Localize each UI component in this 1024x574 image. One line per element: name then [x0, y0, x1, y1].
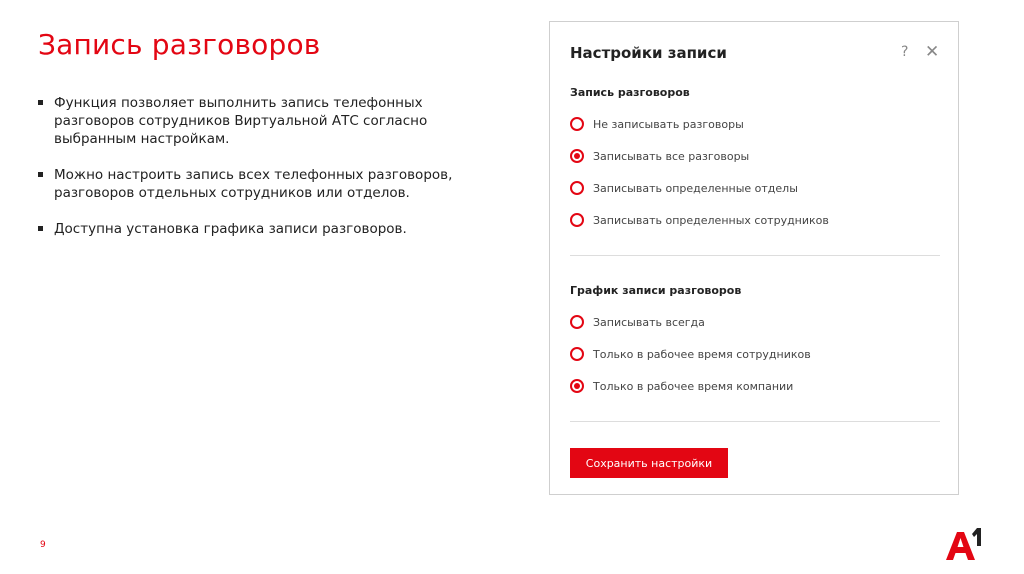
radio-no-recording[interactable]	[570, 117, 744, 131]
bullet-text: Функция позволяет выполнить запись телефонных разговоров сотрудников Виртуальной АТС согласно выбранным настройкам.	[54, 95, 428, 147]
bullet-square-icon	[38, 226, 43, 231]
bullet-list	[38, 94, 478, 256]
radio-label: Записывать всегда	[593, 315, 705, 329]
radio-record-always[interactable]	[570, 315, 705, 329]
bullet-square-icon	[38, 100, 43, 105]
recording-settings-dialog	[549, 21, 959, 495]
radio-label: Только в рабочее время сотрудников	[593, 347, 811, 361]
radio-button[interactable]	[570, 347, 584, 361]
help-icon[interactable]: ?	[901, 44, 909, 60]
radio-label: Записывать все разговоры	[593, 149, 750, 163]
radio-button[interactable]	[570, 117, 584, 131]
section-divider	[570, 255, 940, 256]
page-number: 9	[40, 540, 46, 550]
slide-title: Запись разговоров	[38, 28, 321, 61]
save-settings-button[interactable]: Сохранить настройки	[570, 448, 728, 478]
radio-button[interactable]	[570, 315, 584, 329]
section-divider	[570, 421, 940, 422]
bullet-item	[38, 94, 478, 148]
radio-label: Записывать определенных сотрудников	[593, 213, 829, 227]
bullet-text: Доступна установка графика записи разговоров.	[54, 221, 407, 237]
close-icon[interactable]: ✕	[925, 42, 940, 62]
radio-label: Не записывать разговоры	[593, 117, 744, 131]
radio-label: Записывать определенные отделы	[593, 181, 798, 195]
schedule-section-label: График записи разговоров	[570, 284, 742, 297]
bullet-item	[38, 166, 478, 202]
a1-logo	[944, 524, 984, 562]
radio-button[interactable]	[570, 181, 584, 195]
radio-company-hours[interactable]	[570, 379, 793, 393]
dialog-title: Настройки записи	[570, 44, 727, 62]
radio-button-checked[interactable]	[570, 379, 584, 393]
radio-button[interactable]	[570, 213, 584, 227]
radio-record-departments[interactable]	[570, 181, 798, 195]
bullet-text: Можно настроить запись всех телефонных разговоров, разговоров отдельных сотрудников или отделов.	[54, 167, 453, 201]
recording-section-label: Запись разговоров	[570, 86, 690, 99]
radio-label: Только в рабочее время компании	[593, 379, 794, 393]
bullet-square-icon	[38, 172, 43, 177]
radio-record-all[interactable]	[570, 149, 749, 163]
radio-button-checked[interactable]	[570, 149, 584, 163]
radio-record-employees[interactable]	[570, 213, 829, 227]
radio-employee-hours[interactable]	[570, 347, 811, 361]
bullet-item	[38, 220, 478, 238]
